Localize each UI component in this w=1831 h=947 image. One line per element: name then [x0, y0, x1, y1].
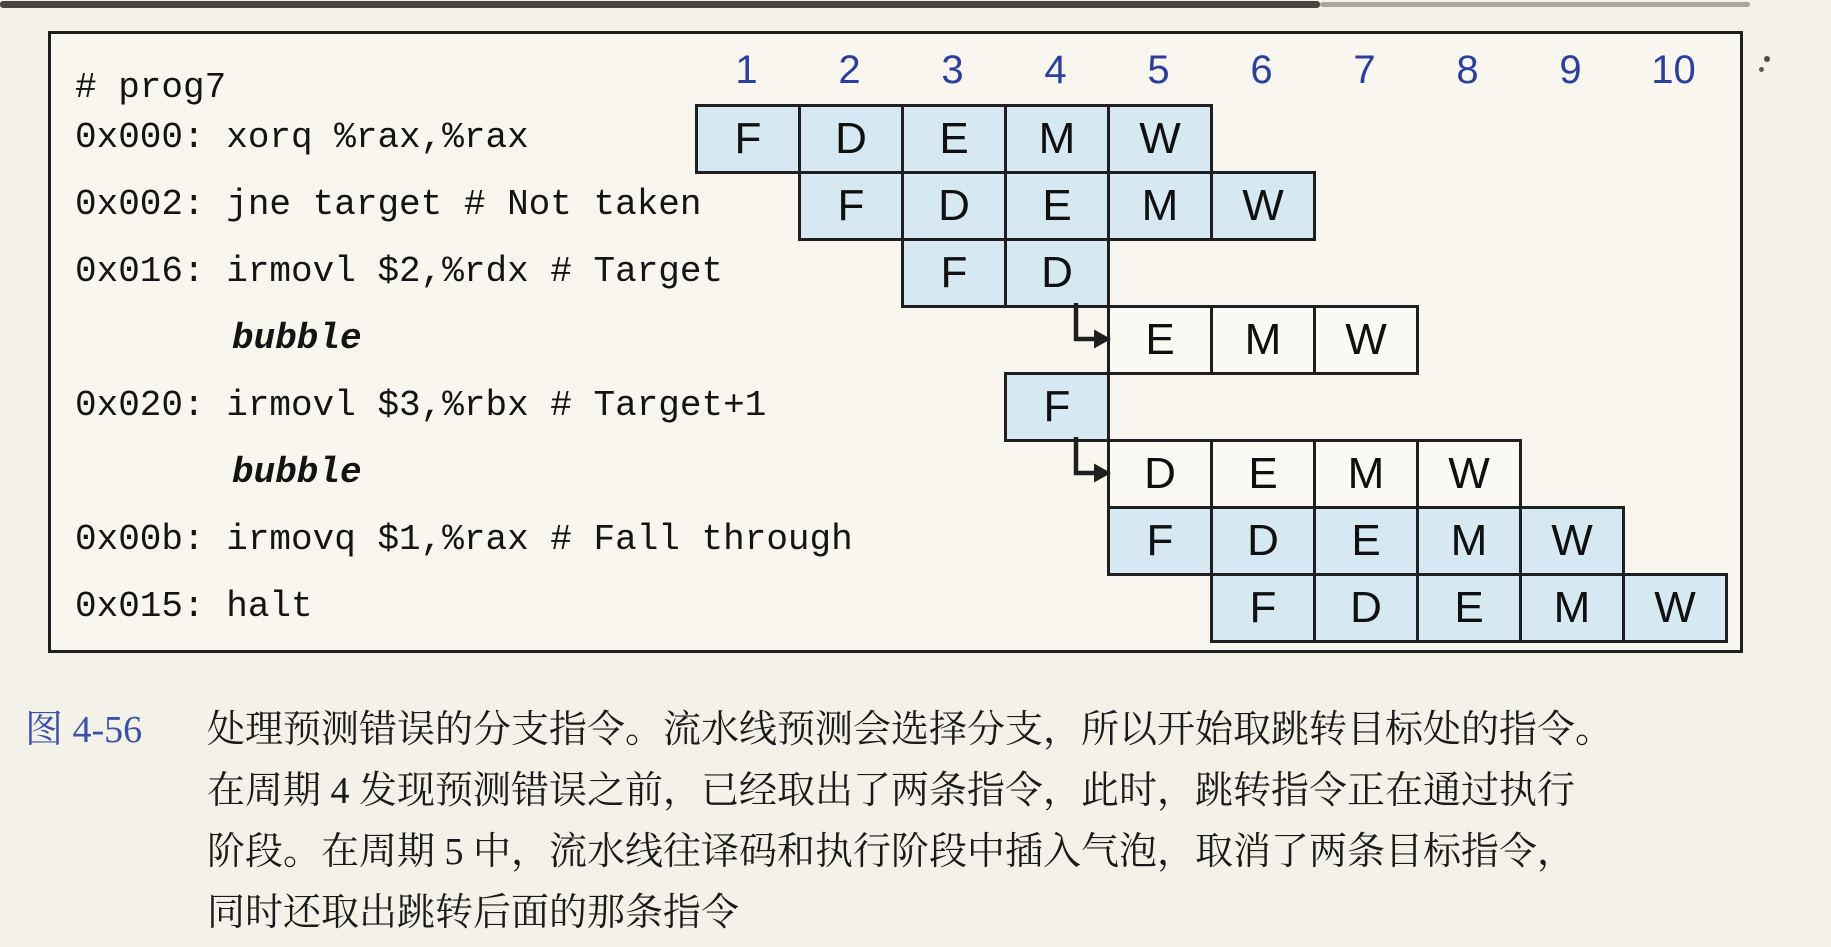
pipeline-stage-cell: M — [1313, 439, 1419, 509]
pipeline-stage-cell: F — [901, 238, 1007, 308]
instruction-label: 0x015: halt — [75, 586, 313, 627]
cycle-number: 10 — [1651, 48, 1696, 92]
pipeline-stage-cell: E — [1313, 506, 1419, 576]
pipeline-stage-cell: F — [798, 171, 904, 241]
pipeline-stage-cell: D — [1004, 238, 1110, 308]
instruction-label: 0x016: irmovl $2,%rdx # Target — [75, 251, 724, 292]
scan-streak-artifact — [0, 1, 1320, 8]
cycle-number: 2 — [838, 48, 861, 92]
instruction-label: 0x020: irmovl $3,%rbx # Target+1 — [75, 385, 767, 426]
scan-speck-artifact — [1764, 56, 1770, 62]
pipeline-stage-cell: F — [1107, 506, 1213, 576]
scan-speck-artifact — [1759, 67, 1764, 72]
pipeline-stage-cell: D — [798, 104, 904, 174]
figure-caption-line: 同时还取出跳转后面的那条指令 — [207, 892, 740, 934]
bubble-label: bubble — [232, 318, 362, 359]
cycle-number: 1 — [735, 48, 758, 92]
figure-caption-tag: 图 4-56 — [25, 709, 143, 751]
cycle-number: 7 — [1353, 48, 1376, 92]
pipeline-stage-cell: M — [1519, 573, 1625, 643]
pipeline-stage-cell: M — [1004, 104, 1110, 174]
pipeline-stage-cell: E — [1210, 439, 1316, 509]
pipeline-stage-cell: E — [1107, 305, 1213, 375]
pipeline-stage-cell: W — [1313, 305, 1419, 375]
scan-streak-artifact-light — [1320, 2, 1750, 7]
pipeline-stage-cell: D — [1107, 439, 1213, 509]
cycle-number: 9 — [1559, 48, 1582, 92]
cycle-number: 8 — [1456, 48, 1479, 92]
pipeline-stage-cell: W — [1622, 573, 1728, 643]
cycle-number: 6 — [1250, 48, 1273, 92]
figure-caption-line: 在周期 4 发现预测错误之前，已经取出了两条指令，此时，跳转指令正在通过执行 — [207, 770, 1576, 812]
pipeline-stage-cell: F — [695, 104, 801, 174]
figure-caption-line: 阶段。在周期 5 中，流水线往译码和执行阶段中插入气泡，取消了两条目标指令， — [207, 831, 1576, 873]
pipeline-stage-cell: E — [901, 104, 1007, 174]
cycle-number: 4 — [1044, 48, 1067, 92]
figure-caption-line: 处理预测错误的分支指令。流水线预测会选择分支，所以开始取跳转目标处的指令。 — [207, 709, 1614, 751]
pipeline-stage-cell: W — [1519, 506, 1625, 576]
pipeline-stage-cell: W — [1416, 439, 1522, 509]
pipeline-stage-cell: E — [1004, 171, 1110, 241]
pipeline-stage-cell: D — [1210, 506, 1316, 576]
pipeline-stage-cell: W — [1210, 171, 1316, 241]
pipeline-stage-cell: E — [1416, 573, 1522, 643]
program-label: # prog7 — [75, 67, 227, 108]
pipeline-stage-cell: M — [1210, 305, 1316, 375]
pipeline-stage-cell: D — [1313, 573, 1419, 643]
pipeline-stage-cell: M — [1107, 171, 1213, 241]
pipeline-stage-cell: F — [1004, 372, 1110, 442]
instruction-label: 0x00b: irmovq $1,%rax # Fall through — [75, 519, 853, 560]
pipeline-stage-cell: M — [1416, 506, 1522, 576]
pipeline-stage-cell: W — [1107, 104, 1213, 174]
cycle-number: 5 — [1147, 48, 1170, 92]
pipeline-stage-cell: D — [901, 171, 1007, 241]
cycle-number: 3 — [941, 48, 964, 92]
bubble-label: bubble — [232, 452, 362, 493]
instruction-label: 0x002: jne target # Not taken — [75, 184, 702, 225]
pipeline-stage-cell: F — [1210, 573, 1316, 643]
instruction-label: 0x000: xorq %rax,%rax — [75, 117, 529, 158]
